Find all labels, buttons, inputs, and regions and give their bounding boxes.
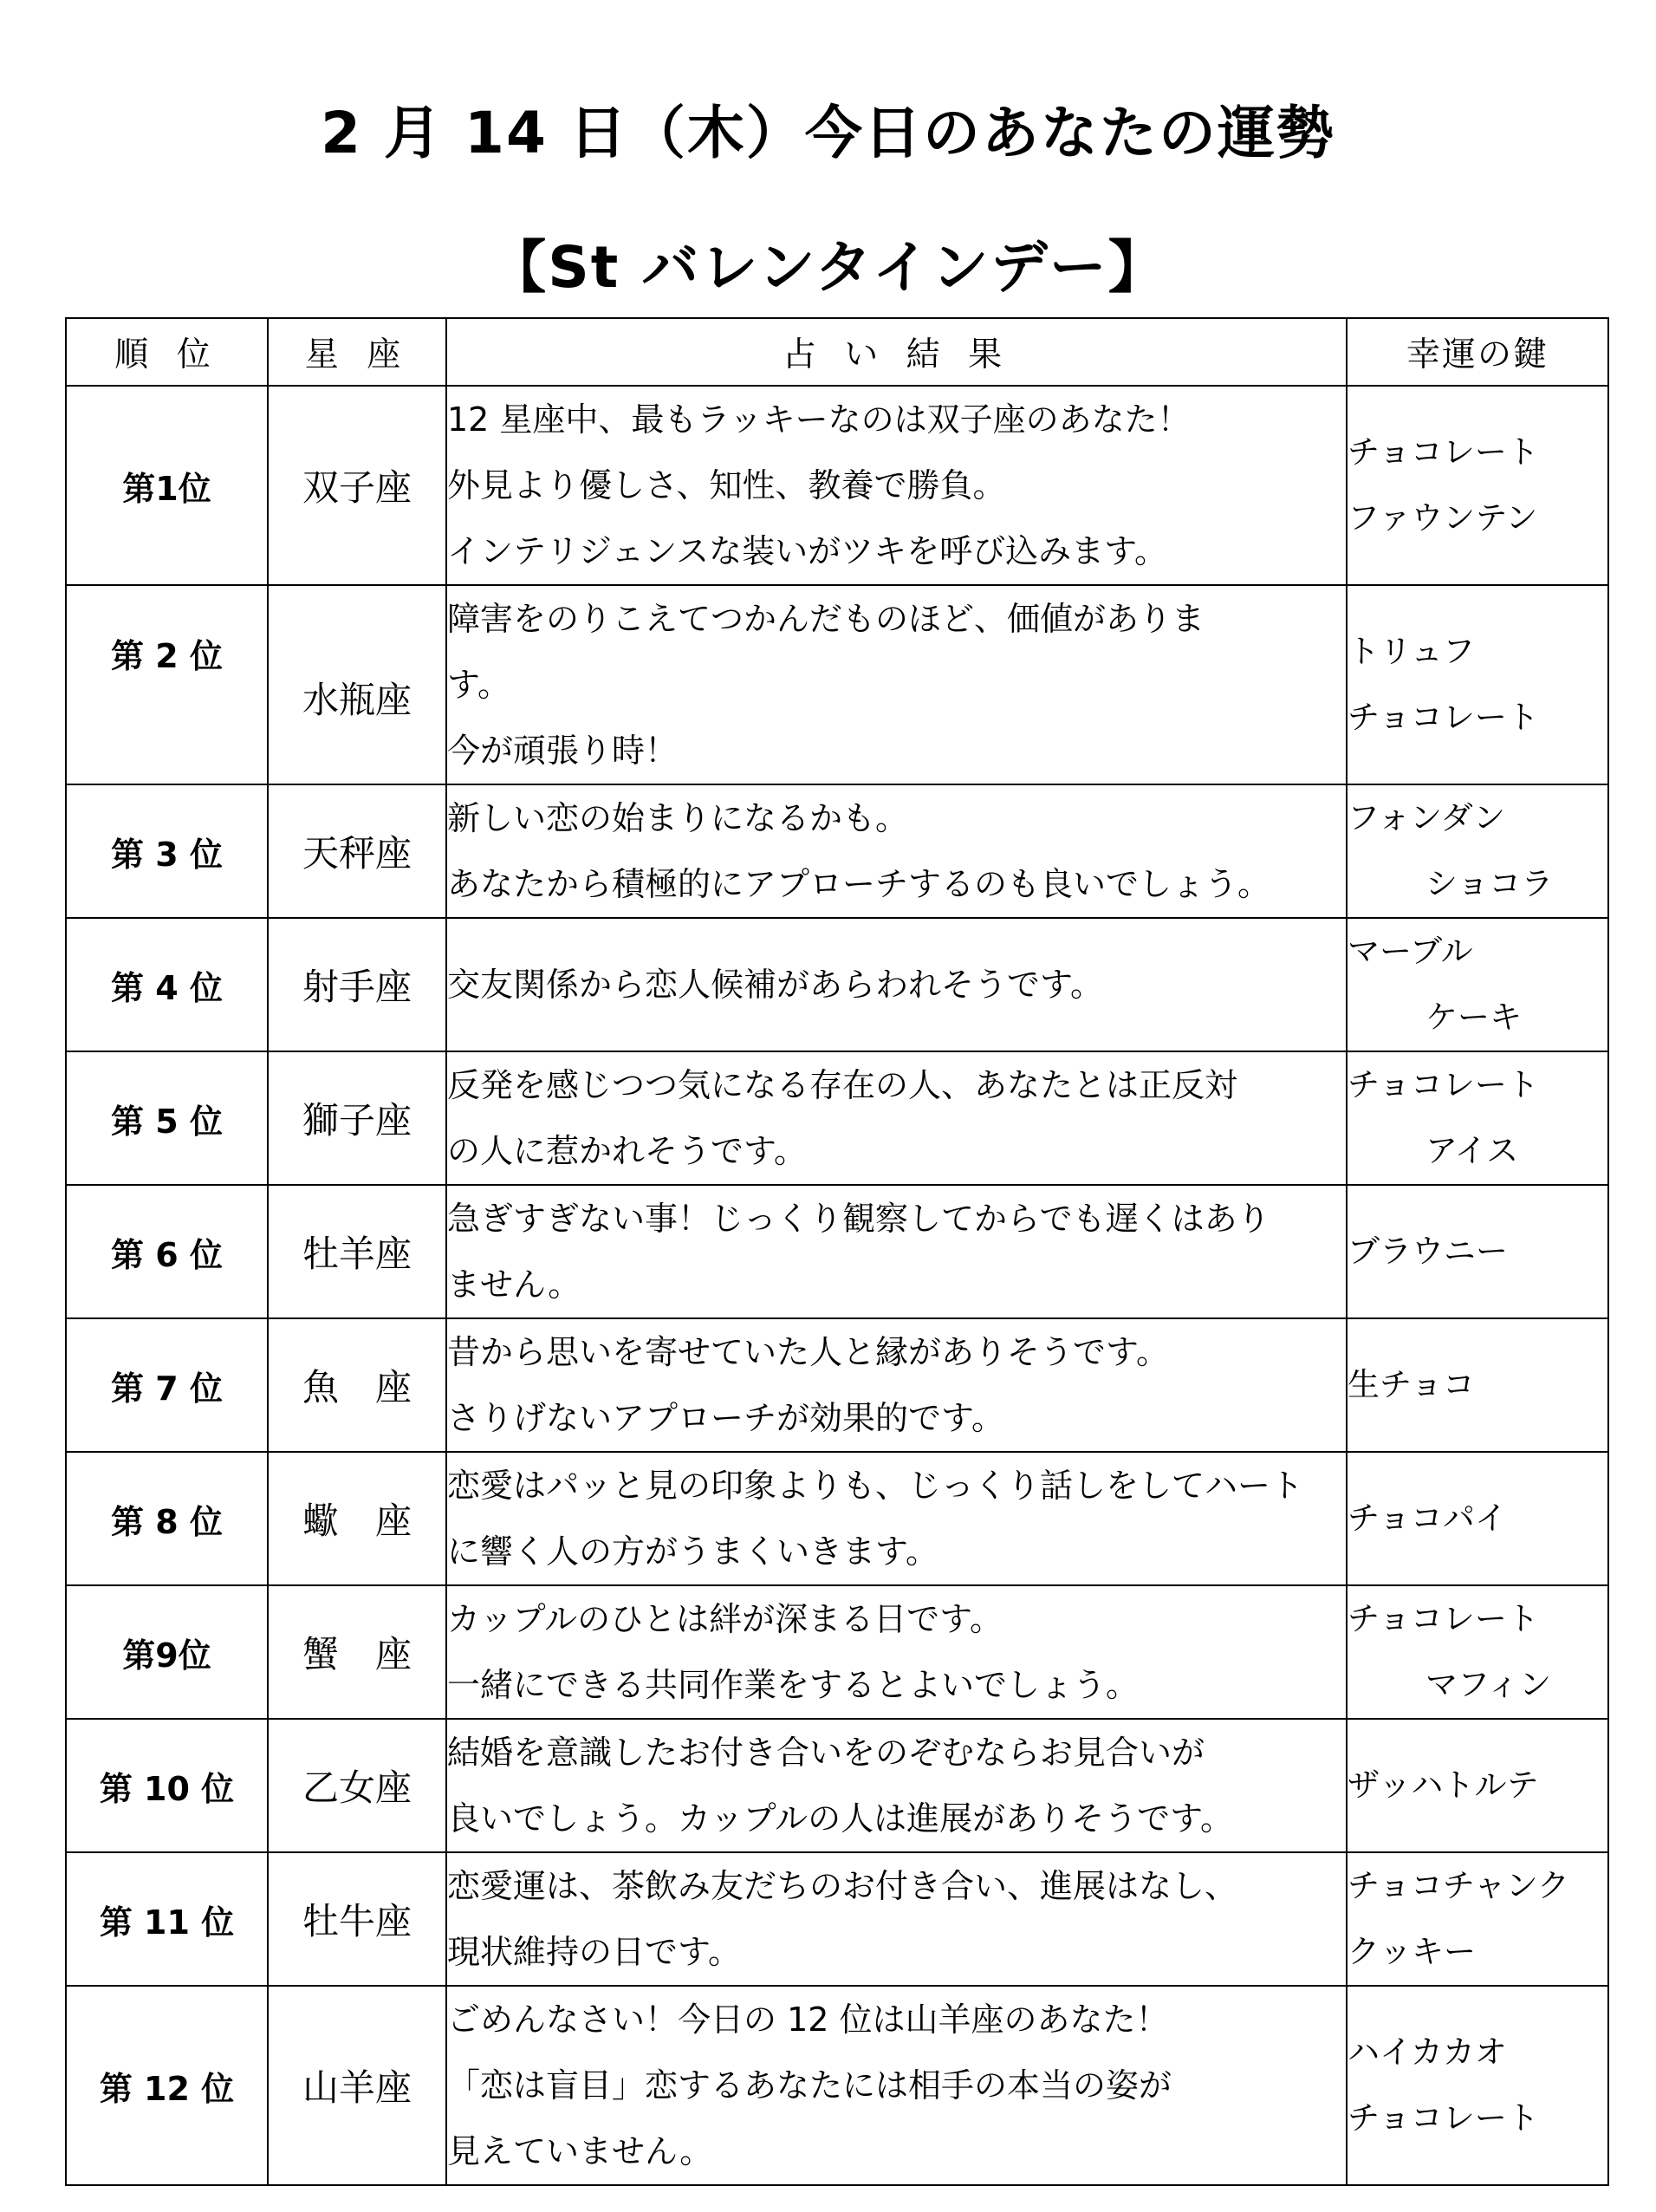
sign-cell: 獅子座 [268,1051,446,1185]
key-cell [1347,1986,1608,2185]
rank-cell: 第 8 位 [66,1452,268,1585]
result-line: 急ぎすぎない事！じっくり観察してからでも遅くはあり [447,1200,1270,1238]
result-cell [446,784,1347,918]
key-cell [1347,1185,1608,1318]
result-line: 現状維持の日です。 [447,1933,741,1971]
header-rank: 順 位 [66,318,268,386]
sign-cell: 天秤座 [268,784,446,918]
key-line: フォンダン [1348,799,1506,836]
key-cell [1347,386,1608,585]
table-row [66,1852,1608,1986]
key-line: ブラウニー [1348,1233,1508,1270]
key-line: ハイカカオ [1348,2033,1507,2071]
rank-cell: 第9位 [66,1585,268,1719]
header-result: 占 い 結 果 [446,318,1347,386]
result-cell [446,1051,1347,1185]
result-line: 見えていません。 [447,2132,713,2170]
table-row [66,1585,1608,1719]
result-line: カップルのひとは絆が深まる日です。 [447,1600,1003,1638]
result-line: 恋愛運は、茶飲み友だちのお付き合い、進展はなし、 [447,1867,1238,1905]
sign-cell: 蠍 座 [268,1452,446,1585]
key-line: マーブル [1348,933,1473,970]
key-line: チョコレート [1348,699,1539,736]
sign-cell: 牡羊座 [268,1185,446,1318]
result-line: さりげないアプローチが効果的です。 [447,1399,1004,1437]
result-line: ません。 [447,1265,581,1304]
result-cell [446,585,1347,784]
sign-cell: 蟹 座 [268,1585,446,1719]
result-line: 今が頑張り時！ [447,732,679,770]
rank-cell: 第 5 位 [66,1051,268,1185]
table-row [66,1719,1608,1852]
key-cell [1347,918,1608,1051]
rank-cell: 第 4 位 [66,918,268,1051]
table-row [66,585,1608,784]
result-cell [446,1452,1347,1585]
key-line: チョコパイ [1348,1500,1507,1537]
key-line: ショコラ [1425,865,1554,902]
result-cell [446,1852,1347,1986]
result-cell [446,1719,1347,1852]
table-row [66,1986,1608,2185]
result-line: 昔から思いを寄せていた人と縁がありそうです。 [447,1333,1169,1371]
table-row [66,784,1608,918]
page-subtitle: 【St バレンタインデー】 [489,234,1167,301]
table-row [66,1318,1608,1452]
sign-cell: 双子座 [268,386,446,585]
result-line: 外見より優しさ、知性、教養で勝負。 [447,466,1006,504]
rank-cell: 第1位 [66,386,268,585]
key-line: ファウンテン [1348,499,1538,537]
result-line: 「恋は盲目」恋するあなたには相手の本当の姿が [447,2066,1172,2105]
table-row [66,1051,1608,1185]
rank-cell: 第 7 位 [66,1318,268,1452]
key-line: チョコレート [1348,433,1539,471]
result-line: す。 [447,666,510,704]
key-cell [1347,585,1608,784]
table-row [66,1452,1608,1585]
sign-cell: 山羊座 [268,1986,446,2185]
key-line: チョコレート [1348,1066,1539,1103]
result-cell [446,386,1347,585]
header-row [66,318,1608,386]
result-cell [446,918,1347,1051]
sign-cell: 乙女座 [268,1719,446,1852]
result-line: 新しい恋の始まりになるかも。 [447,799,909,837]
result-line: 交友関係から恋人候補があらわれそうです。 [447,966,1103,1004]
result-line: 良いでしょう。カップルの人は進展がありそうです。 [447,1799,1234,1838]
key-line: トリュフ [1348,633,1475,670]
key-line: アイス [1425,1132,1519,1169]
fortune-table [65,317,1609,2186]
result-line: に響く人の方がうまくいきます。 [447,1532,938,1571]
table-row [66,918,1608,1051]
key-line: ケーキ [1425,999,1522,1036]
sign-cell: 牡牛座 [268,1852,446,1986]
key-line: マフィン [1425,1666,1552,1703]
page-title: 2 月 14 日（木）今日のあなたの運勢 [321,100,1335,166]
result-line: 恋愛はパッと見の印象よりも、じっくり話しをしてハート [447,1467,1304,1505]
rank-cell: 第 10 位 [66,1719,268,1852]
key-line: 生チョコ [1348,1366,1475,1403]
key-line: チョコチャンク [1348,1867,1570,1904]
table-row [66,386,1608,585]
key-cell [1347,1585,1608,1719]
header-sign: 星 座 [268,318,446,386]
rank-cell: 第 12 位 [66,1986,268,2185]
result-line: 結婚を意識したお付き合いをのぞむならお見合いが [447,1734,1205,1772]
result-line: ごめんなさい！今日の 12 位は山羊座のあなた！ [447,2001,1169,2039]
key-cell [1347,784,1608,918]
key-cell [1347,1452,1608,1585]
result-cell [446,1986,1347,2185]
result-cell [446,1185,1347,1318]
key-line: クッキー [1348,1933,1476,1970]
result-line: あなたから積極的にアプローチするのも良いでしょう。 [447,865,1271,903]
result-line: インテリジェンスな装いがツキを呼び込みます。 [447,532,1168,570]
table-row [66,1185,1608,1318]
result-cell [446,1585,1347,1719]
sign-cell: 水瓶座 [268,585,446,784]
result-line: 反発を感じつつ気になる存在の人、あなたとは正反対 [447,1066,1238,1104]
result-line: 12 星座中、最もラッキーなのは双子座のあなた！ [447,400,1191,439]
key-line: ザッハトルテ [1348,1766,1539,1804]
rank-cell: 第 2 位 [66,585,268,784]
header-key: 幸運の鍵 [1347,318,1608,386]
key-line: チョコレート [1348,2099,1539,2137]
result-line: の人に惹かれそうです。 [447,1132,807,1170]
result-cell [446,1318,1347,1452]
rank-cell: 第 11 位 [66,1852,268,1986]
rank-cell: 第 3 位 [66,784,268,918]
key-line: チョコレート [1348,1600,1539,1637]
sign-cell: 射手座 [268,918,446,1051]
key-cell [1347,1318,1608,1452]
key-cell [1347,1852,1608,1986]
sign-cell: 魚 座 [268,1318,446,1452]
result-line: 一緒にできる共同作業をするとよいでしょう。 [447,1666,1140,1704]
result-line: 障害をのりこえてつかんだものほど、価値がありま [447,600,1205,638]
key-cell [1347,1719,1608,1852]
rank-cell: 第 6 位 [66,1185,268,1318]
key-cell [1347,1051,1608,1185]
